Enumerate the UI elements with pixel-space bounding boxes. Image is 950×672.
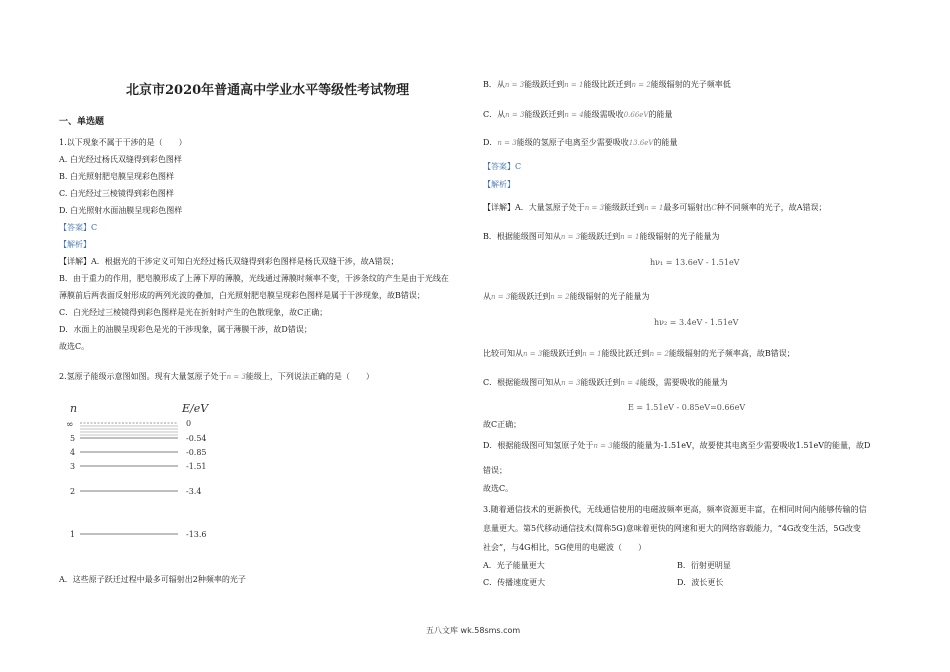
q2-detail-i: 故选C。 <box>483 484 514 493</box>
q1-option-d: D. 白光照射水面油膜呈现彩色图样 <box>59 206 183 215</box>
level-n-1: 1 <box>70 530 76 539</box>
q1-option-c: C. 白光经过三棱镜得到彩色图样 <box>59 189 174 198</box>
q3-stem-3: 社会”，与4G相比，5G使用的电磁波（ ） <box>483 543 647 552</box>
q1-detail-6: 故选C。 <box>59 342 90 351</box>
q2-option-b: B．从n = 3能级跃迁到n = 1能级比跃迁到n = 2能级辐射的光子频率低 <box>483 80 731 89</box>
q1-stem: 1.以下现象不属于干涉的是（ ） <box>59 138 187 147</box>
equation-3: E = 1.51eV - 0.85eV=0.66eV <box>628 403 746 412</box>
q2-detail-g: D．根据能级图可知氢原子处于n = 3能级的能量为-1.51eV，故要使其电离至少需要吸收1.51eV的能量，故D <box>483 441 871 450</box>
q2-detail-c: 从n = 3能级跃迁到n = 2能级辐射的光子能量为 <box>483 292 650 301</box>
q2-analysis-tag: 【解析】 <box>483 180 515 189</box>
q2-option-d: D．n = 3能级的氢原子电离至少需要吸收13.6eV的能量 <box>483 138 678 147</box>
q1-analysis-tag: 【解析】 <box>59 240 91 249</box>
level-e-inf: 0 <box>186 419 192 428</box>
q3-option-a: A．光子能量更大 <box>483 561 545 570</box>
q1-option-a: A. 白光经过杨氏双缝得到彩色图样 <box>59 155 182 164</box>
level-e-2: -3.4 <box>186 487 202 496</box>
section-heading: 一、单选题 <box>59 117 105 127</box>
level-n-inf: ∞ <box>66 420 74 430</box>
q3-option-c: C．传播速度更大 <box>483 578 546 587</box>
equation-1: hν₁ = 13.6eV - 1.51eV <box>650 258 740 267</box>
q2-detail-a: 【详解】A．大量氢原子处于n = 3能级跃迁到n = 1最多可辐射出C种不同频率的光子，故A错误； <box>483 203 827 212</box>
q2-detail-h: 错误； <box>483 466 507 475</box>
energy-level-diagram <box>60 398 250 548</box>
q3-option-b: B．衍射更明显 <box>677 561 731 570</box>
level-n-4: 4 <box>70 448 76 457</box>
q1-answer-tag: 【答案】C <box>59 223 98 232</box>
level-n-5: 5 <box>70 434 76 443</box>
q2-detail-d: 比较可知从n = 3能级跃迁到n = 1能级比跃迁到n = 2能级辐射的光子频率高，故B错误； <box>483 349 795 358</box>
q2-option-c: C．从n = 3能级跃迁到n = 4能级需吸收0.66eV的能量 <box>483 110 673 119</box>
diagram-n-header: n <box>70 402 78 415</box>
level-n-3: 3 <box>70 462 76 471</box>
q1-detail-5: D．水面上的油膜呈现彩色是光的干涉现象，属于薄膜干涉，故D错误； <box>59 325 312 334</box>
q3-stem-2: 息量更大。第5代移动通信技术(简称5G)意味着更快的网速和更大的网络容载能力，“4G改变生活，5G改变 <box>483 524 861 533</box>
q2-answer-tag: 【答案】C <box>483 162 522 171</box>
q1-option-b: B. 白光照射肥皂膜呈现彩色图样 <box>59 172 174 181</box>
level-e-5: -0.54 <box>186 434 207 443</box>
q2-detail-e: C．根据能级图可知从n = 3能级跃迁到n = 4能级，需要吸收的能量为 <box>483 378 728 387</box>
q1-detail-2: B．由于重力的作用，肥皂膜形成了上薄下厚的薄膜，光线通过薄膜时频率不变，干涉条纹的产生是由于光线在 <box>59 274 449 283</box>
q1-detail-1: 【详解】A．根据光的干涉定义可知白光经过杨氏双缝得到彩色图样是杨氏双缝干涉，故A错误； <box>59 257 399 266</box>
level-n-2: 2 <box>70 487 76 496</box>
page-title: 北京市2020年普通高中学业水平等级性考试物理 <box>126 83 410 98</box>
q2-option-a: A．这些原子跃迁过程中最多可辐射出2种频率的光子 <box>59 575 246 584</box>
q1-detail-4: C．白光经过三棱镜得到彩色图样是光在折射时产生的色散现象，故C正确； <box>59 308 328 317</box>
level-e-4: -0.85 <box>186 448 207 457</box>
q2-detail-b: B．根据能级图可知从n = 3能级跃迁到n = 1能级辐射的光子能量为 <box>483 232 720 241</box>
footer-watermark: 五八文库 wk.58sms.com <box>426 626 521 635</box>
diagram-e-header: E/eV <box>182 402 209 415</box>
equation-2: hν₂ = 3.4eV - 1.51eV <box>654 318 739 327</box>
level-e-3: -1.51 <box>186 462 207 471</box>
q3-option-d: D．波长更长 <box>677 578 724 587</box>
math-n3: n = 3 <box>226 373 246 381</box>
q1-detail-3: 薄膜前后两表面反射形成的两列光波的叠加，白光照射肥皂膜呈现彩色图样是属于干涉现象，故B错误； <box>59 291 425 300</box>
q2-stem: 2.氢原子能级示意图如图。现有大量氢原子处于n = 3能级上，下列说法正确的是（ ） <box>59 372 374 381</box>
level-e-1: -13.6 <box>186 530 207 539</box>
q3-stem-1: 3.随着通信技术的更新换代，无线通信使用的电磁波频率更高，频率资源更丰富，在相同时间内能够传输的信 <box>483 505 867 514</box>
q2-detail-f: 故C正确； <box>483 420 522 429</box>
